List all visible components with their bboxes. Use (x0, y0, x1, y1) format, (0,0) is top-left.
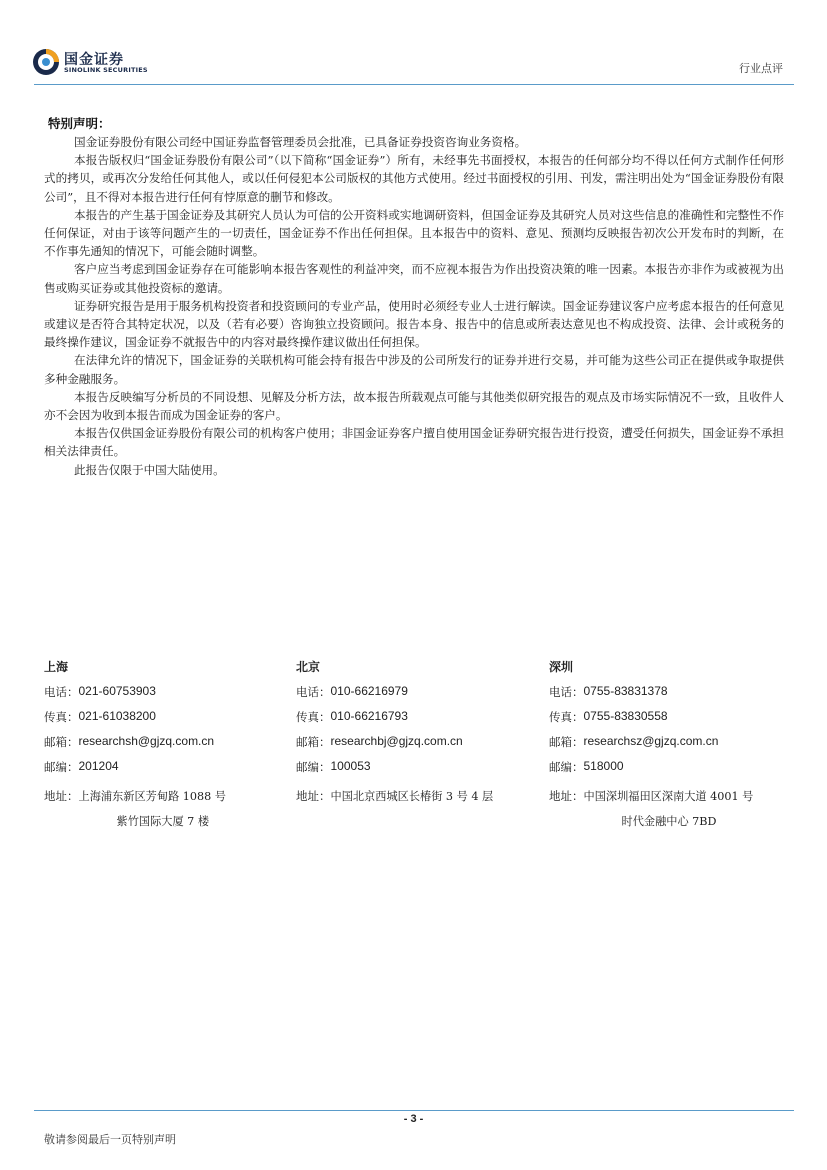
disclaimer-paragraph: 本报告的产生基于国金证券及其研究人员认为可信的公开资料或实地调研资料，但国金证券及其研究人员对这些信息的准确性和完整性不作任何保证，对由于该等问题产生的一切责任，国金证券不作出任何担保。且本报告中的资料、意见、预测均反映报告初次公开发布时的判断，在不作事先通知的情况下，可能会随时调整。 (44, 207, 784, 259)
disclaimer-paragraph: 证券研究报告是用于服务机构投资者和投资顾问的专业产品，使用时必须经专业人士进行解读。国金证券建议客户应考虑本报告的任何意见或建议是否符合其特定状况，以及（若有必要）咨询独立投资顾问。报告本身、报告中的信息或所表达意见也不构成投资、法律、会计或税务的最终操作建议，国金证券不就报告中的内容对最终操作建议做出任何担保。 (44, 298, 784, 350)
office-shenzhen (549, 658, 799, 834)
disclaimer-paragraph: 国金证券股份有限公司经中国证券监督管理委员会批准，已具备证券投资咨询业务资格。 (74, 135, 527, 149)
phone-value: 010-66216979 (330, 684, 408, 698)
office-contacts (44, 658, 804, 838)
page-number: - 3 - (403, 1113, 424, 1125)
phone-label: 电话： (549, 685, 584, 699)
address-label: 地址： (296, 789, 331, 803)
disclaimer-paragraph: 在法律允许的情况下，国金证券的关联机构可能会持有报告中涉及的公司所发行的证券并进行交易，并可能为这些公司正在提供或争取提供多种金融服务。 (44, 353, 784, 386)
phone-label: 电话： (44, 685, 79, 699)
logo-chinese-name: 国金证券 (64, 52, 124, 68)
fax-value: 021-61038200 (78, 709, 156, 723)
disclaimer-paragraph: 本报告仅供国金证券股份有限公司的机构客户使用；非国金证券客户擅自使用国金证券研究报告进行投资，遭受任何损失，国金证券不承担相关法律责任。 (44, 426, 784, 459)
fax-label: 传真： (296, 710, 331, 724)
fax-label: 传真： (549, 710, 584, 724)
disclaimer-paragraph: 本报告反映编写分析员的不同设想、见解及分析方法，故本报告所载观点可能与其他类似研究报告的观点及市场实际情况不一致，且收件人亦不会因为收到本报告而成为国金证券的客户。 (44, 389, 784, 423)
address-line: 中国深圳福田区深南大道 4001 号 (583, 790, 754, 803)
address-line: 上海浦东新区芳甸路 1088 号 (78, 790, 226, 803)
address-value (79, 784, 226, 834)
email-value: researchsz@gjzq.com.cn (583, 734, 719, 748)
office-city: 深圳 (549, 660, 574, 674)
fax-value: 0755-83830558 (583, 709, 668, 723)
phone-value: 0755-83831378 (583, 684, 668, 698)
logo-english-name: SINOLINK SECURITIES (64, 66, 148, 74)
phone-value: 021-60753903 (78, 684, 156, 698)
address-value (584, 784, 754, 834)
address-line: 中国北京西城区长椿街 3 号 4 层 (330, 790, 494, 803)
office-city: 上海 (44, 660, 69, 674)
email-label: 邮箱： (296, 735, 331, 749)
zip-label: 邮编： (549, 760, 584, 774)
email-value: researchsh@gjzq.com.cn (78, 734, 215, 748)
email-value: researchbj@gjzq.com.cn (330, 734, 463, 748)
address-line: 紫竹国际大厦 7 楼 (116, 815, 210, 828)
address-value (331, 784, 494, 809)
office-beijing (296, 658, 546, 809)
zip-label: 邮编： (44, 760, 79, 774)
header-divider (34, 84, 794, 85)
office-city: 北京 (296, 660, 321, 674)
report-category: 行业点评 (739, 62, 783, 75)
disclaimer-paragraph: 客户应当考虑到国金证券存在可能影响本报告客观性的利益冲突，而不应视本报告为作出投资决策的唯一因素。本报告亦非作为或被视为出售或购买证券或其他投资标的邀请。 (44, 262, 784, 295)
disclaimer-title: 特别声明： (48, 116, 111, 131)
address-label: 地址： (549, 789, 584, 803)
disclaimer-body (44, 133, 784, 479)
email-label: 邮箱： (44, 735, 79, 749)
footer-note: 敬请参阅最后一页特别声明 (44, 1133, 176, 1146)
address-line: 时代金融中心 7BD (621, 815, 717, 828)
disclaimer-paragraph: 本报告版权归“国金证券股份有限公司”（以下简称“国金证券”）所有，未经事先书面授权，本报告的任何部分均不得以任何方式制作任何形式的拷贝，或再次分发给任何其他人，或以任何侵犯本公司版权的其他方式使用。经过书面授权的引用、刊发，需注明出处为“国金证券股份有限公司”，且不得对本报告进行任何有悖原意的删节和修改。 (44, 153, 784, 204)
fax-value: 010-66216793 (330, 709, 408, 723)
office-shanghai (44, 658, 294, 834)
sinolink-logo-icon (32, 48, 60, 76)
zip-value: 201204 (78, 759, 119, 773)
zip-label: 邮编： (296, 760, 331, 774)
disclaimer-paragraph: 此报告仅限于中国大陆使用。 (74, 462, 225, 477)
zip-value: 518000 (583, 759, 624, 773)
phone-label: 电话： (296, 685, 331, 699)
email-label: 邮箱： (549, 735, 584, 749)
fax-label: 传真： (44, 710, 79, 724)
address-label: 地址： (44, 789, 79, 803)
zip-value: 100053 (330, 759, 371, 773)
footer-divider (34, 1110, 794, 1111)
company-logo (32, 48, 162, 78)
